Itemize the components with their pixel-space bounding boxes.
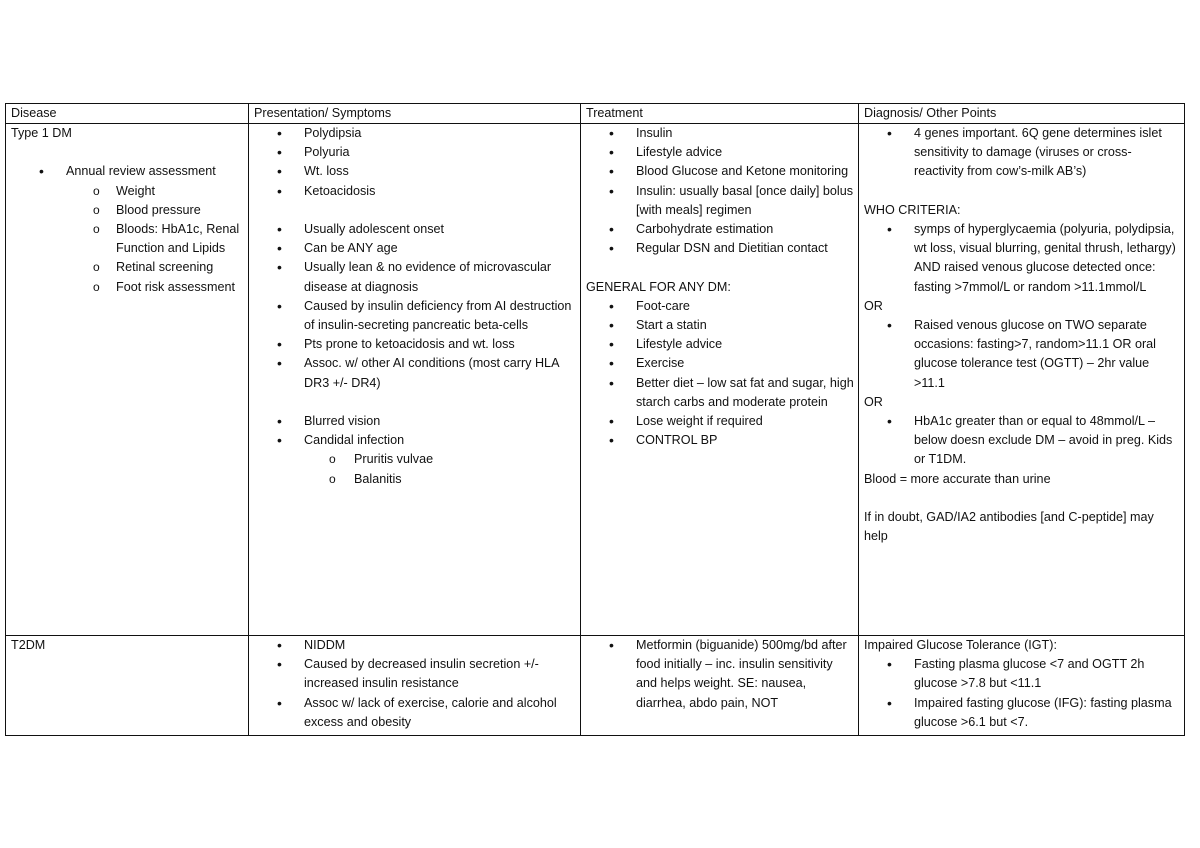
list-item: • Foot-care xyxy=(586,297,854,316)
list-item: • Insulin: usually basal [once daily] bolus [with meals] regimen xyxy=(586,182,854,220)
list-item: o Balanitis xyxy=(304,470,576,489)
or-label: OR xyxy=(864,394,883,409)
list-item: • Lifestyle advice xyxy=(586,335,854,354)
list-item: • Pts prone to ketoacidosis and wt. loss xyxy=(254,335,576,354)
list-item: • Impaired fasting glucose (IFG): fasting plasma glucose >6.1 but <7. xyxy=(864,694,1180,732)
cell-t1-treatment xyxy=(581,124,859,636)
list-item: • Metformin (biguanide) 500mg/bd after food initially – inc. insulin sensitivity and helps weight. SE: nausea, diarrhea, abdo pain, NOT xyxy=(586,636,854,713)
header-treatment: Treatment xyxy=(581,104,859,124)
list-item: • Lifestyle advice xyxy=(586,143,854,162)
list-item: • Raised venous glucose on TWO separate occasions: fasting>7, random>11.1 OR oral glucose tolerance test (OGTT) – 2hr value >11.1 xyxy=(864,316,1180,393)
list-item: • Exercise xyxy=(586,354,854,373)
cell-t2-disease xyxy=(6,636,249,736)
list-item: • Usually lean & no evidence of microvascular disease at diagnosis xyxy=(254,258,576,296)
list-item: • Better diet – low sat fat and sugar, high starch carbs and moderate protein xyxy=(586,374,854,412)
list-item: • 4 genes important. 6Q gene determines islet sensitivity to damage (viruses or cross-reactivity from cow’s-milk AB’s) xyxy=(864,124,1180,182)
header-diagnosis: Diagnosis/ Other Points xyxy=(859,104,1185,124)
list-item: o Retinal screening xyxy=(66,258,244,277)
list-item: • Start a statin xyxy=(586,316,854,335)
list-item: o Blood pressure xyxy=(66,201,244,220)
list-item: • CONTROL BP xyxy=(586,431,854,450)
list-item xyxy=(11,162,244,296)
list-item: • Lose weight if required xyxy=(586,412,854,431)
general-title: GENERAL FOR ANY DM: xyxy=(586,279,731,294)
list-item: • Blurred vision xyxy=(254,412,576,431)
list-item: • Wt. loss xyxy=(254,162,576,181)
list-item: • Blood Glucose and Ketone monitoring xyxy=(586,162,854,181)
cell-t1-diagnosis xyxy=(859,124,1185,636)
list-item: o Weight xyxy=(66,182,244,201)
header-row xyxy=(6,104,1185,124)
list-item: • Polydipsia xyxy=(254,124,576,143)
list-item: • Ketoacidosis xyxy=(254,182,576,201)
or-label: OR xyxy=(864,298,883,313)
who-criteria-title: WHO CRITERIA: xyxy=(864,202,961,217)
disease-name: T2DM xyxy=(11,638,46,652)
list-item: • HbA1c greater than or equal to 48mmol/L – below doesn exclude DM – avoid in preg. Kids or T1DM. xyxy=(864,412,1180,470)
cell-t1-disease xyxy=(6,124,249,636)
cell-t1-presentation xyxy=(249,124,581,636)
list-item: • Can be ANY age xyxy=(254,239,576,258)
list-item: • Caused by insulin deficiency from AI destruction of insulin-secreting pancreatic beta-cells xyxy=(254,297,576,335)
list-item: • symps of hyperglycaemia (polyuria, polydipsia, wt loss, visual blurring, genital thrush, lethargy) AND raised venous glucose detected once: fasting >7mmol/L or random >11.1mmol/L xyxy=(864,220,1180,297)
list-item: • Regular DSN and Dietitian contact xyxy=(586,239,854,258)
list-item: • Insulin xyxy=(586,124,854,143)
header-disease: Disease xyxy=(6,104,249,124)
blood-note: Blood = more accurate than urine xyxy=(864,471,1051,486)
list-item: o Pruritis vulvae xyxy=(304,450,576,469)
list-item xyxy=(254,431,576,489)
list-item: • Usually adolescent onset xyxy=(254,220,576,239)
table-row-type2 xyxy=(6,636,1185,736)
cell-t2-diagnosis xyxy=(859,636,1185,736)
list-item: • Carbohydrate estimation xyxy=(586,220,854,239)
list-item: o Foot risk assessment xyxy=(66,278,244,297)
list-item: o Bloods: HbA1c, Renal Function and Lipids xyxy=(66,220,244,258)
cell-t2-treatment xyxy=(581,636,859,736)
header-presentation: Presentation/ Symptoms xyxy=(249,104,581,124)
list-item: • Assoc. w/ other AI conditions (most carry HLA DR3 +/- DR4) xyxy=(254,354,576,392)
review-title: Annual review assessment xyxy=(66,164,216,179)
candidal-label: Candidal infection xyxy=(304,433,405,448)
list-item: • Fasting plasma glucose <7 and OGTT 2h glucose >7.8 but <11.1 xyxy=(864,655,1180,693)
table-row-type1 xyxy=(6,124,1185,636)
list-item: • Polyuria xyxy=(254,143,576,162)
list-item: • Caused by decreased insulin secretion +/- increased insulin resistance xyxy=(254,655,576,693)
disease-name: Type 1 DM xyxy=(11,126,72,140)
list-item: • NIDDM xyxy=(254,636,576,655)
doubt-note: If in doubt, GAD/IA2 antibodies [and C-peptide] may help xyxy=(864,510,1154,544)
list-item: • Assoc w/ lack of exercise, calorie and alcohol excess and obesity xyxy=(254,694,576,732)
diabetes-notes-table xyxy=(5,103,1185,736)
cell-t2-presentation xyxy=(249,636,581,736)
igt-title: Impaired Glucose Tolerance (IGT): xyxy=(864,638,1057,652)
